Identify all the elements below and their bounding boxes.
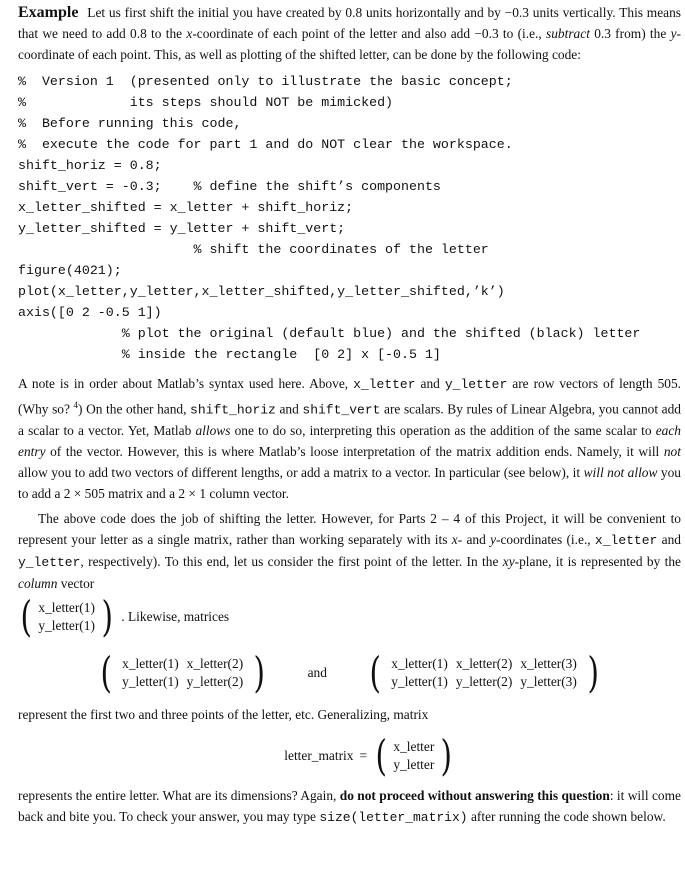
right-paren: ) (101, 592, 113, 642)
example-heading: Example (18, 4, 79, 21)
final-paragraph: represents the entire letter. What are its dimensions? Again, do not proceed without answering this question: it will come back and bite you. To check your answer, you may type size(letter_matrix) after running the code shown below. (18, 788, 681, 826)
example-paragraph: Example Let us first shift the initial you have created by 0.8 units horizontally and by −0.3 units vertically. This means that we need to add 0.8 to the x-coordinate of each point of the letter and also add −0.3 to (i.e., subtract 0.3 from) the y-coordinate of each point. This, as well as plotting of the shifted letter, can be done by the following code: (18, 4, 682, 62)
matlab-code-block: % Version 1 (presented only to illustrate the basic concept; % its steps should NOT be mimicked) % Before running this code, % execute the code for part 1 and do NOT clear the workspace. shift_horiz = 0.8; shift_vert = -0.3; % define the shift’s components x_letter_shifted = x_letter + shift_horiz; y_letter_shifted = y_letter + shift_vert; % shift the coordinates of the letter figure(4021); plot(x_letter,y_letter,x_letter_shifted,y_letter_shifted,’k’) axis([0 2 -0.5 1]) % plot the original (default blue) and the shifted (black) letter % inside the rectangle [0 2] x [-0.5 1] (18, 74, 641, 362)
letter-matrix-rhs: ( x_letter y_letter ) (375, 731, 453, 781)
matrices-display (18, 648, 681, 698)
matrix-two-points: ( x_letter(1) x_letter(2) y_letter(1) y_letter(2) ) (100, 648, 266, 698)
matrix-intro-paragraph: The above code does the job of shifting the letter. However, for Parts 2 – 4 of this Project, it will be convenient to represent your letter as a single matrix, rather than working separately with its x- and y-coordinates (i.e., x_letter and y_letter, respectively). To this end, let us consider the first point of the letter. In the xy-plane, it is represented by the column vector (18, 511, 681, 592)
letter-matrix-lhs: letter_matrix (284, 748, 354, 764)
represent-paragraph: represent the first two and three points of the letter, etc. Generalizing, matrix (18, 707, 429, 723)
left-paren: ( (20, 592, 32, 642)
and-word: and (307, 665, 327, 681)
document-page (18, 0, 681, 828)
footnote-marker: 4 (73, 400, 79, 410)
note-paragraph: A note is in order about Matlab’s syntax used here. Above, x_letter and y_letter are row vectors of length 505. (Why so? $^4$) On the other hand, shift_horiz and shift_vert are scalars. By rules of Linear Algebra, you cannot add a scalar to a vector. Yet, Matlab allows one to do so, interpreting this operation as the addition of the same scalar to each entry of the vector. However, this is where Matlab’s loose interpretation of the matrix addition ends. Namely, it will not allow you to add two vectors of different lengths, or add a matrix to a vector. In particular (see below), it will not allow you to add a 2 × 505 matrix and a 2 × 1 column vector. (18, 376, 682, 502)
column-vector-line: ( x_letter(1) y_letter(1) ) . Likewise, matrices (18, 596, 681, 638)
column-vector-first-point: ( x_letter(1) y_letter(1) ) (20, 592, 113, 642)
letter-matrix-equation: letter_matrix = ( x_letter y_letter ) (58, 735, 681, 777)
matrix-three-points: ( x_letter(1) x_letter(2) x_letter(3) y_letter(1) y_letter(2) y_letter(3) ) (369, 648, 599, 698)
